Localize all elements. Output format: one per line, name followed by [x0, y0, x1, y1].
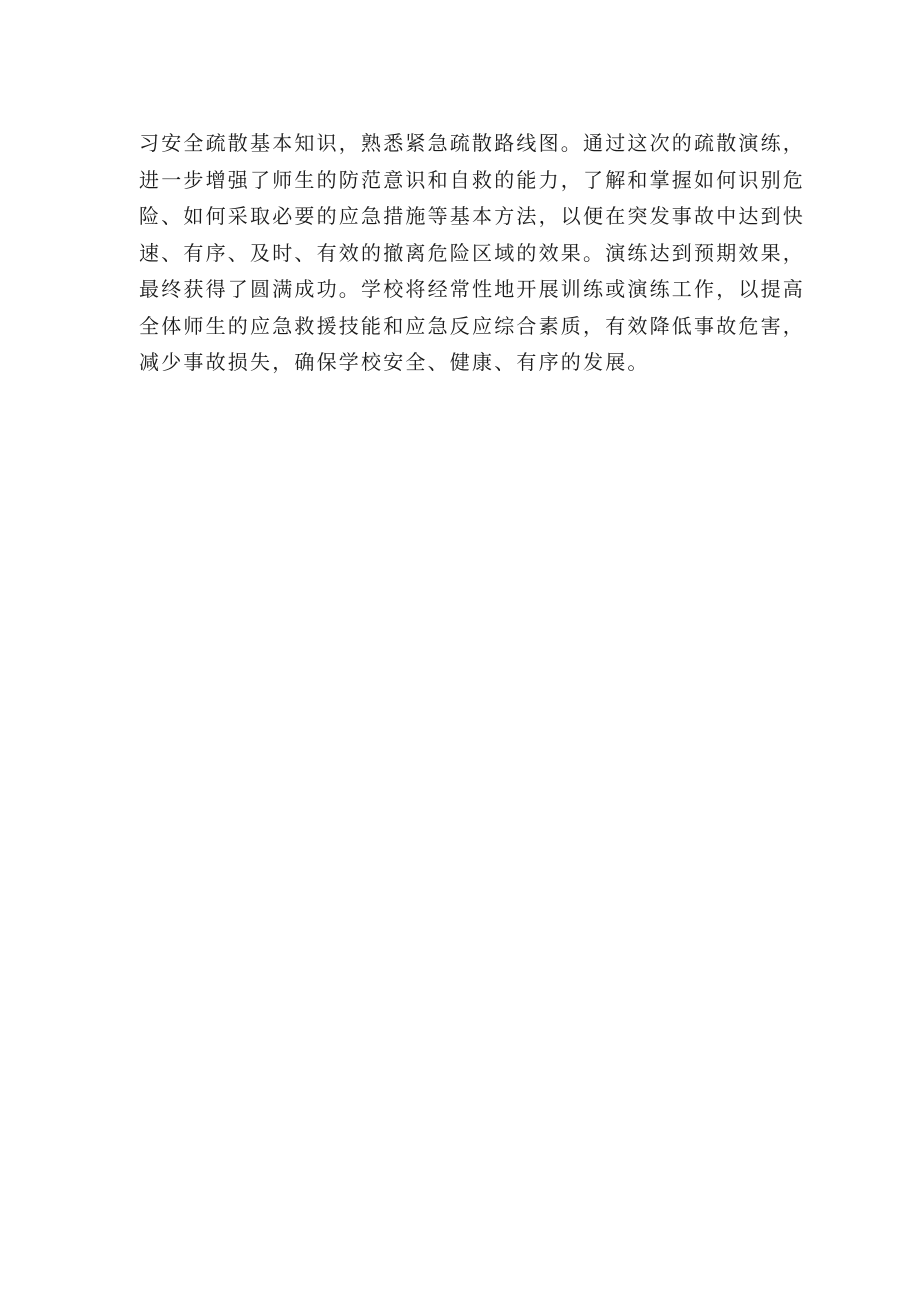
paragraph-line: 险、如何采取必要的应急措施等基本方法，以便在突发事故中达到快 — [139, 204, 805, 228]
paragraph-line: 最终获得了圆满成功。学校将经常性地开展训练或演练工作，以提高 — [139, 277, 805, 301]
paragraph-line: 减少事故损失，确保学校安全、健康、有序的发展。 — [139, 350, 650, 374]
body-paragraph — [139, 125, 809, 381]
paragraph-line: 全体师生的应急救援技能和应急反应综合素质，有效降低事故危害， — [139, 313, 805, 338]
paragraph-line: 进一步增强了师生的防范意识和自救的能力，了解和掌握如何识别危 — [139, 167, 805, 192]
paragraph-line: 速、有序、及时、有效的撤离危险区域的效果。演练达到预期效果， — [139, 240, 805, 265]
paragraph-line: 习安全疏散基本知识，熟悉紧急疏散路线图。通过这次的疏散演练， — [139, 131, 805, 155]
